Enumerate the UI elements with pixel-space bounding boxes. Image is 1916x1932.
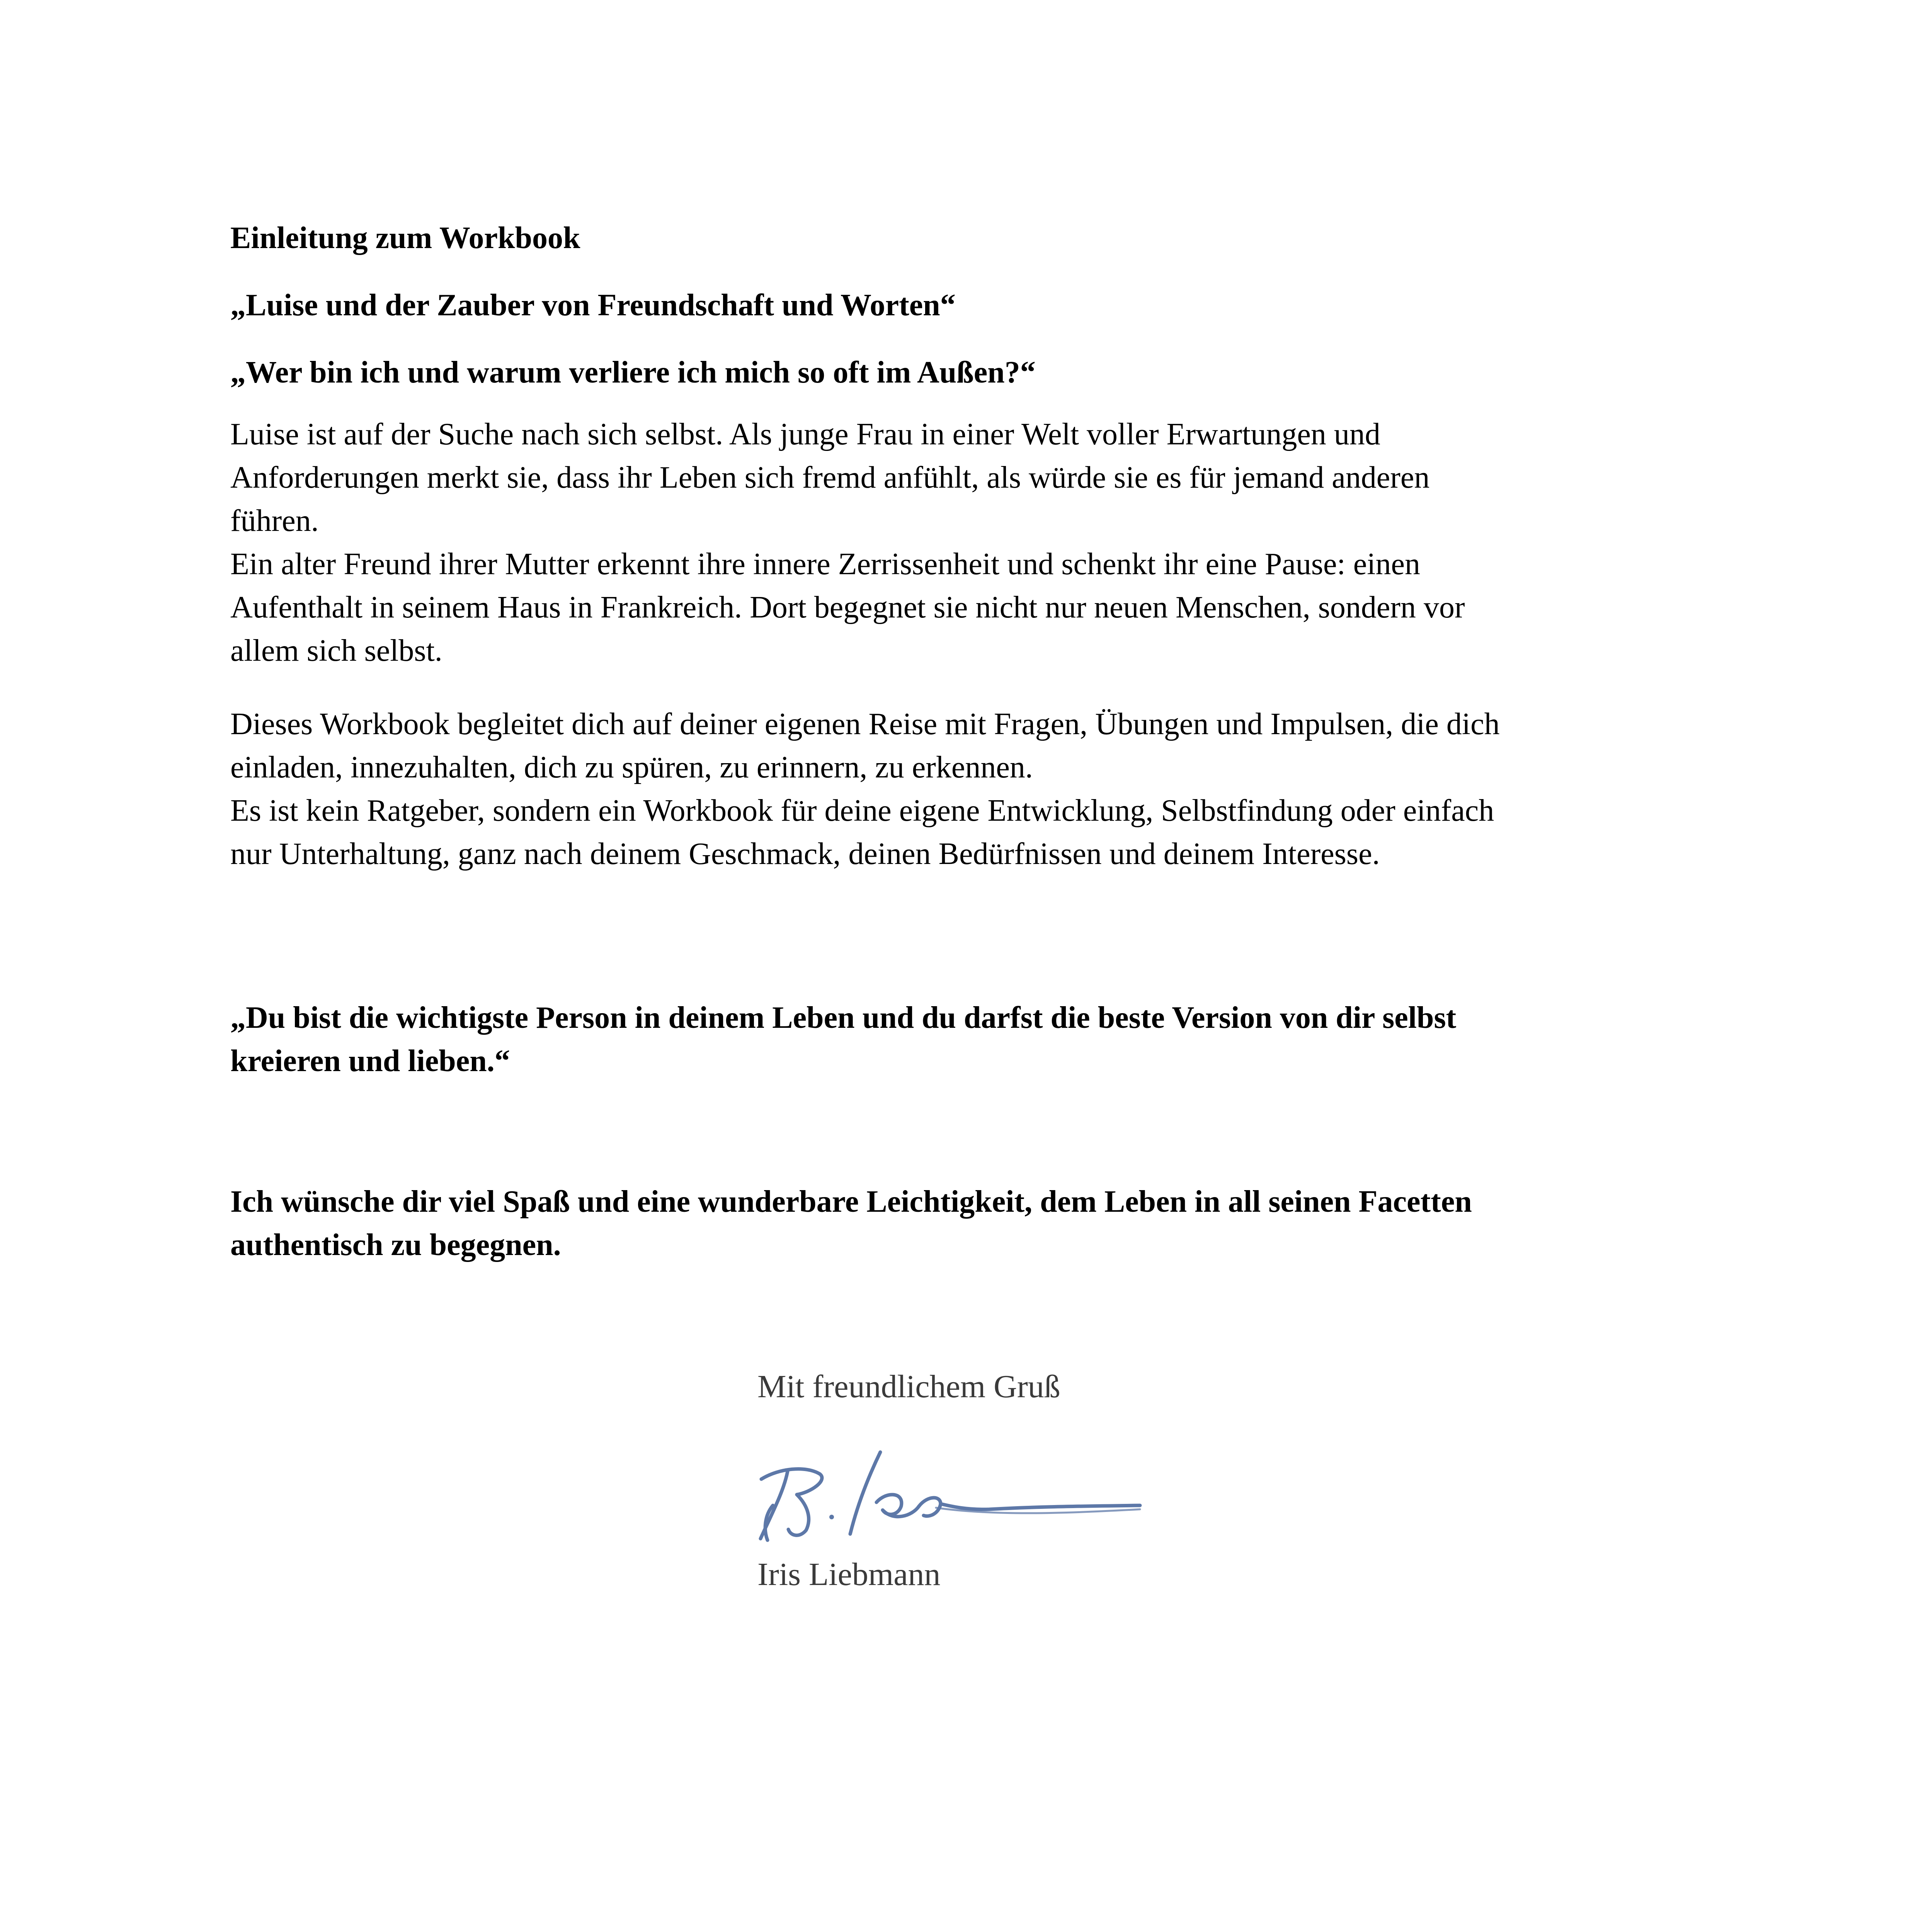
greeting: Mit freundlichem Gruß — [757, 1369, 1060, 1405]
workbook-paragraph — [230, 702, 1699, 876]
wish-line: authentisch zu begegnen. — [230, 1228, 561, 1262]
signer-name: Iris Liebmann — [757, 1556, 941, 1592]
text-line: führen. — [230, 504, 319, 538]
book-title: „Luise und der Zauber von Freundschaft und Worten“ — [230, 288, 956, 322]
text-line: Dieses Workbook begleitet dich auf deiner eigenen Reise mit Fragen, Übungen und Impulsen, die dich — [230, 707, 1500, 741]
text-line: Es ist kein Ratgeber, sondern ein Workbook für deine eigene Entwicklung, Selbstfindung oder einfach — [230, 794, 1494, 828]
handwritten-signature — [696, 1434, 1159, 1549]
document-title: Einleitung zum Workbook — [230, 221, 580, 255]
text-line: nur Unterhaltung, ganz nach deinem Geschmack, deinen Bedürfnissen und deinem Interesse. — [230, 837, 1380, 871]
signature-block — [757, 1368, 1298, 1638]
text-line: Anforderungen merkt sie, dass ihr Leben sich fremd anfühlt, als würde sie es für jemand anderen — [230, 461, 1430, 495]
text-line: Ein alter Freund ihrer Mutter erkennt ihre innere Zerrissenheit und schenkt ihr eine Pause: einen — [230, 547, 1420, 581]
text-line: allem sich selbst. — [230, 634, 442, 668]
document-body — [230, 216, 1699, 1267]
wish-line: Ich wünsche dir viel Spaß und eine wunderbare Leichtigkeit, dem Leben in all seinen Facetten — [230, 1185, 1472, 1219]
quote-line: kreieren und lieben.“ — [230, 1044, 510, 1078]
intro-paragraph — [230, 413, 1699, 672]
closing-wish — [230, 1180, 1699, 1267]
text-line: Aufenthalt in seinem Haus in Frankreich. Dort begegnet sie nicht nur neuen Menschen, sondern vor — [230, 590, 1465, 624]
quote-line: „Du bist die wichtigste Person in deinem Leben und du darfst die beste Version von dir selbst — [230, 1001, 1457, 1035]
guiding-question: „Wer bin ich und warum verliere ich mich so oft im Außen?“ — [230, 355, 1036, 389]
text-line: einladen, innezuhalten, dich zu spüren, zu erinnern, zu erkennen. — [230, 750, 1033, 784]
key-quote — [230, 996, 1699, 1083]
text-line: Luise ist auf der Suche nach sich selbst. Als junge Frau in einer Welt voller Erwartungen und — [230, 417, 1380, 451]
